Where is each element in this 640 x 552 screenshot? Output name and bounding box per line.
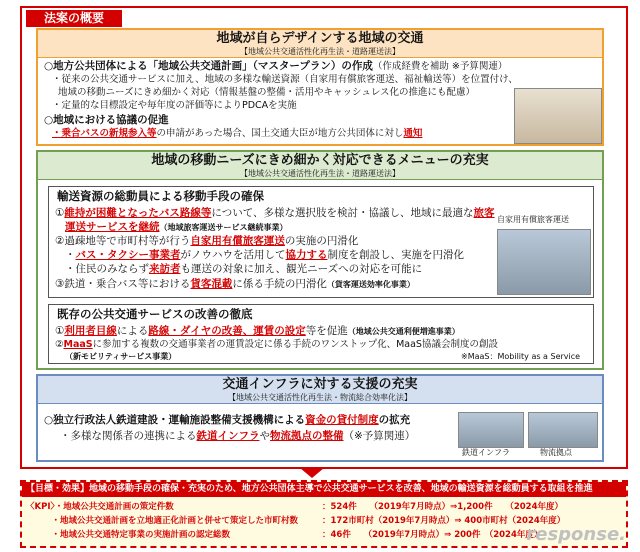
logistics-photo [528,412,598,448]
kpi-value: ：172市町村（2019年7月時点）⇒ 400市町村（2024年度） [322,516,566,526]
section-menu [36,150,604,370]
kpi-value: ：524件 （2019年7月時点）⇒1,200件 （2024年度） [322,502,563,512]
section-header [38,30,602,58]
item-1: ①維持が困難となったバス路線等について、多様な選択肢を検討・協議し、地域に最適な旅客 [55,207,495,219]
item-2: ②過疎地等で市町村等が行う自家用有償旅客運送の実施の円滑化 [55,235,359,247]
item-2-bullet-2: ・住民のみならず来訪者も運送の対象に加え、観光ニーズへの対応を可能に [65,263,423,275]
subsection-service-improvement [48,304,594,364]
item-2-program: （新モビリティサービス事業） [65,352,177,361]
photo-caption: 自家用有償旅客運送 [497,215,569,224]
kpi-row: ・地域公共交通計画を立地適正化計画と併せて策定した市町村数 [26,516,299,526]
down-arrow-icon [300,468,324,478]
section-title: 地域の移動ニーズにきめ細かく対応できるメニューの充実 [151,153,489,168]
loan-detail: ・多様な関係者の連携による鉄道インフラや物流拠点の整備（※予算関連） [60,430,416,442]
section-law: 【地域公共交通活性化再生法・道路運送法】 [240,47,400,57]
subsection-title: 既存の公共交通サービスの改善の徹底 [57,307,253,321]
overview-tag: 法案の概要 [26,10,122,27]
railway-caption: 鉄道インフラ [462,448,510,457]
watermark: response. [526,523,626,545]
section-header [38,152,602,180]
consultation-heading: ○地域における協議の促進 [44,114,169,126]
plan-line-1: ・従来の公共交通サービスに加え、地域の多様な輸送資源（自家用有償旅客運送、福祉輸送等）を位置付け、 [52,74,518,85]
railway-photo [458,412,524,448]
loan-heading: ○独立行政法人鉄道建設・運輸施設整備支援機構による資金の貸付制度の拡充 [44,414,411,426]
subsection-transport-resources [48,186,594,298]
plan-line-2: 地域の移動ニーズにきめ細かく対応（情報基盤の整備・活用やキャッシュレス化の推進にも配慮） [58,87,476,98]
meeting-photo [514,88,602,144]
item-1-cont: 運送サービスを継続（地域旅客運送サービス継続事業） [65,221,288,233]
maas-note: ※MaaS：Mobility as a Service [461,352,581,361]
plan-line-3: ・定量的な目標設定や毎年度の評価等によりPDCAを実施 [52,100,297,111]
item-2-bullet-1: ・バス・タクシー事業者がノウハウを活用して協力する制度を創設し、実施を円滑化 [65,249,464,261]
section-infrastructure [36,374,604,462]
item-2: ②MaaSに参加する複数の交通事業者の運賃設定に係る手続のワンストップ化、MaaS協議会制度の創設 [55,339,498,350]
section-title: 地域が自らデザインする地域の交通 [216,31,424,46]
van-photo [497,229,591,295]
subsection-title: 輸送資源の総動員による移動手段の確保 [57,189,264,203]
kpi-row: 〈KPI〉・地域公共交通計画の策定件数 [26,502,174,512]
kpi-row: ・地域公共交通特定事業の実施計画の認定総数 [26,530,231,540]
item-1: ①利用者目線による路線・ダイヤの改善、運賃の設定等を促進（地域公共交通利便増進事業） [55,325,460,337]
section-local-design [36,28,604,146]
goals-header: 【目標・効果】地域の移動手段の確保・充実のため、地方公共団体主導で公共交通サービスを改善、地域の輸送資源を総動員する取組を推進 [22,482,626,497]
section-law: 【地域公共交通活性化再生法・道路運送法】 [240,169,400,179]
logistics-caption: 物流拠点 [540,448,572,457]
plan-heading: ○地方公共団体による「地域公共交通計画」（マスタープラン）の作成（作成経費を補助 ※予算関連） [44,60,508,72]
section-header [38,376,602,404]
section-title: 交通インフラに対する支援の充実 [222,377,418,392]
item-3: ③鉄道・乗合バス等における貨客混載に係る手続の円滑化（貨客運送効率化事業） [55,278,415,290]
section-law: 【地域公共交通活性化再生法・物流総合効率化法】 [228,393,412,403]
consultation-line: ・乗合バスの新規参入等の申請があった場合、国土交通大臣が地方公共団体に対し通知 [52,128,423,139]
kpi-value: ：46件 （2019年7月時点）⇒ 200件 （2024年度） [322,530,543,540]
